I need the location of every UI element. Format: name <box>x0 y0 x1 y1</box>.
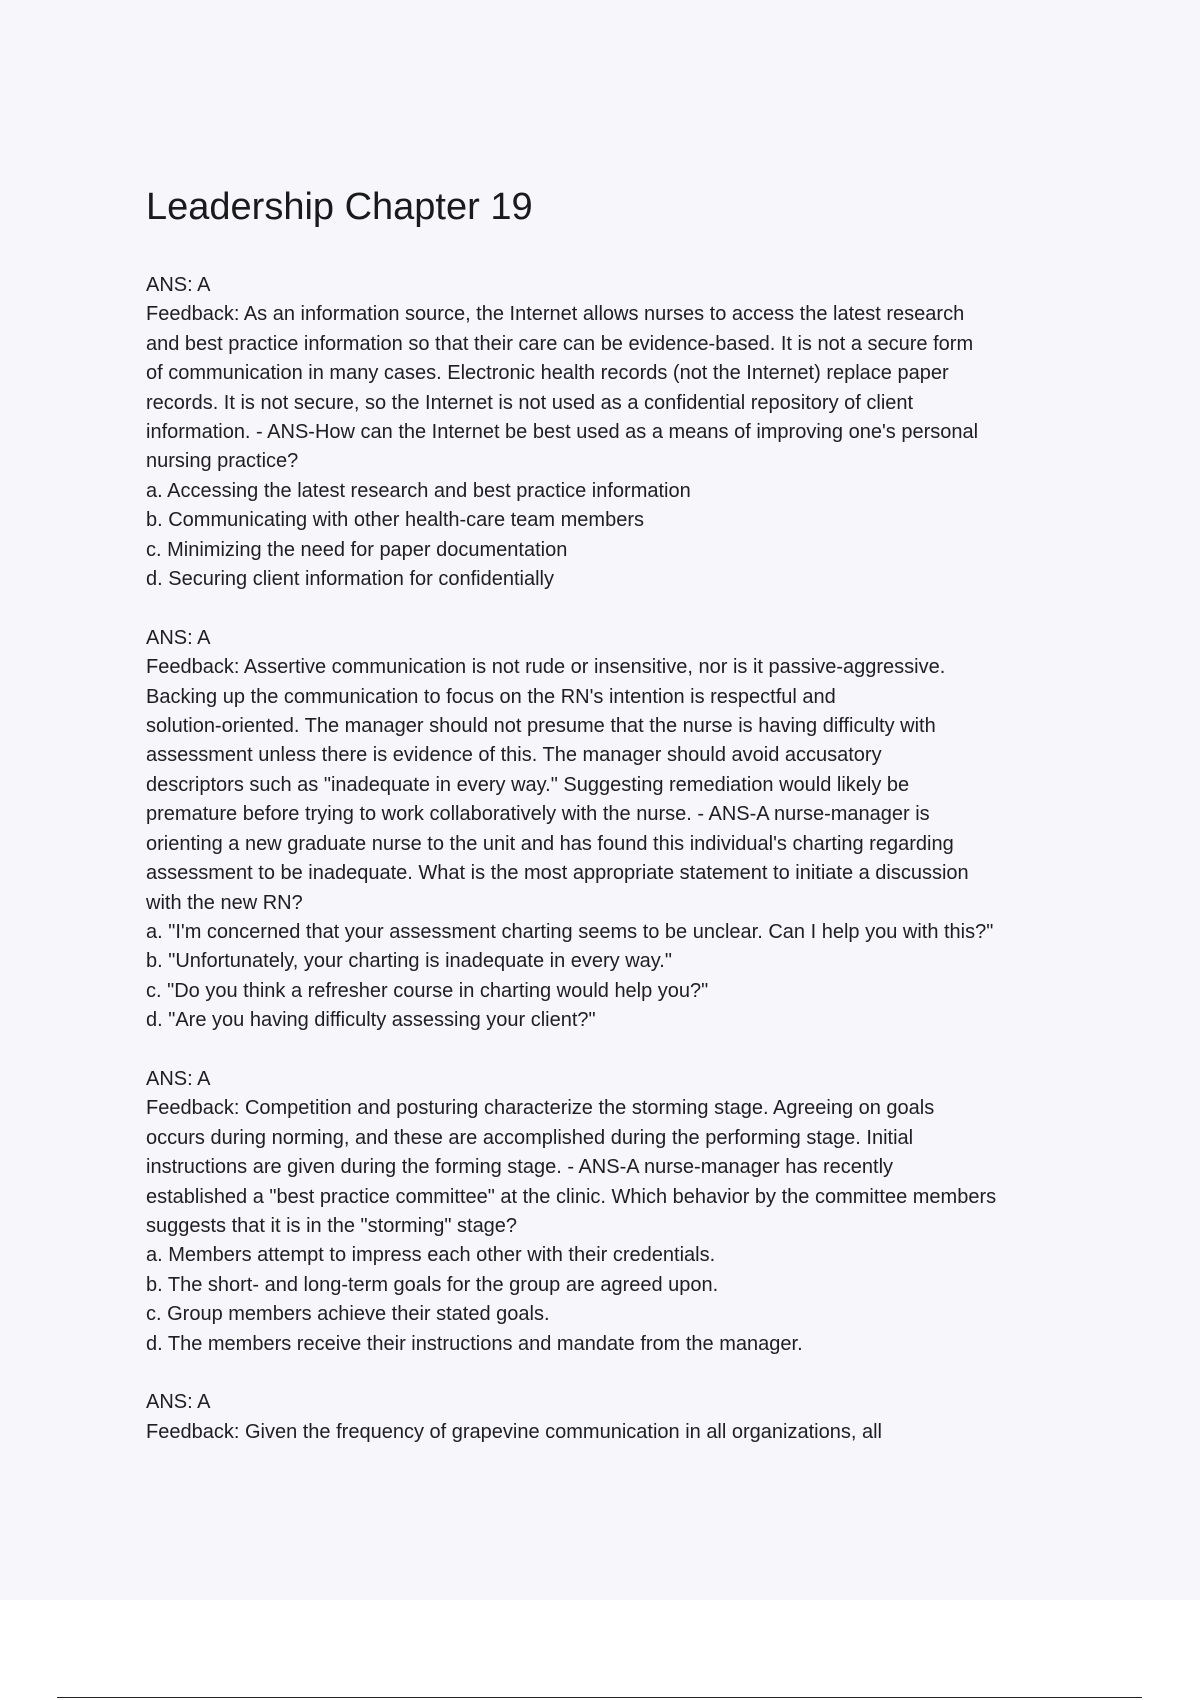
qa-block <box>146 624 1096 1036</box>
answer-key-line: ANS: A <box>146 626 211 649</box>
option-line: a. Members attempt to impress each other with their credentials. <box>146 1244 716 1267</box>
question-line: orienting a new graduate nurse to the unit and has found this individual's charting regarding <box>146 832 954 855</box>
feedback-line: Feedback: Competition and posturing characterize the storming stage. Agreeing on goals <box>146 1097 935 1120</box>
option-line: b. The short- and long-term goals for the group are agreed upon. <box>146 1273 719 1296</box>
feedback-line: descriptors such as "inadequate in every way." Suggesting remediation would likely be <box>146 773 910 796</box>
question-line: suggests that it is in the "storming" stage? <box>146 1214 518 1237</box>
document-content <box>146 181 1096 1477</box>
option-line: b. "Unfortunately, your charting is inadequate in every way." <box>146 950 672 973</box>
qa-block <box>146 1065 1096 1359</box>
question-line: nursing practice? <box>146 450 299 473</box>
option-line: c. Group members achieve their stated goals. <box>146 1303 550 1326</box>
feedback-line: and best practice information so that their care can be evidence-based. It is not a secure form <box>146 332 974 355</box>
footer-divider <box>57 1697 1142 1698</box>
option-line: a. Accessing the latest research and best practice information <box>146 479 691 502</box>
qa-block <box>146 1388 1096 1447</box>
option-line: d. "Are you having difficulty assessing your client?" <box>146 1009 596 1032</box>
answer-key-line: ANS: A <box>146 274 211 296</box>
answer-key-line: ANS: A <box>146 1067 211 1090</box>
feedback-line: Feedback: Assertive communication is not rude or insensitive, nor is it passive-aggressive. <box>146 656 946 679</box>
option-line: c. Minimizing the need for paper documentation <box>146 538 568 561</box>
feedback-line: records. It is not secure, so the Internet is not used as a confidential repository of client <box>146 391 914 414</box>
qa-block <box>146 271 1096 594</box>
feedback-line: information. - ANS-How can the Internet be best used as a means of improving one's personal <box>146 421 979 444</box>
option-line: b. Communicating with other health-care team members <box>146 509 644 532</box>
feedback-line: solution-oriented. The manager should not presume that the nurse is having difficulty with <box>146 715 936 738</box>
feedback-line: Feedback: Given the frequency of grapevine communication in all organizations, all <box>146 1420 882 1443</box>
question-line: with the new RN? <box>146 891 303 914</box>
option-line: d. Securing client information for confidentially <box>146 568 554 591</box>
feedback-line: assessment unless there is evidence of this. The manager should avoid accusatory <box>146 744 882 767</box>
feedback-line: of communication in many cases. Electronic health records (not the Internet) replace paper <box>146 362 949 385</box>
feedback-line: Feedback: As an information source, the Internet allows nurses to access the latest research <box>146 303 965 326</box>
feedback-line: Backing up the communication to focus on the RN's intention is respectful and <box>146 685 836 708</box>
feedback-line: occurs during norming, and these are accomplished during the performing stage. Initial <box>146 1126 914 1149</box>
option-line: a. "I'm concerned that your assessment charting seems to be unclear. Can I help you with this?" <box>146 920 994 943</box>
feedback-line: premature before trying to work collaboratively with the nurse. - ANS-A nurse-manager is <box>146 803 930 826</box>
document-title: Leadership Chapter 19 <box>146 186 533 228</box>
option-line: c. "Do you think a refresher course in charting would help you?" <box>146 979 709 1002</box>
feedback-line: instructions are given during the forming stage. - ANS-A nurse-manager has recently <box>146 1156 894 1179</box>
option-line: d. The members receive their instructions and mandate from the manager. <box>146 1332 803 1355</box>
question-line: established a "best practice committee" at the clinic. Which behavior by the committee members <box>146 1185 997 1208</box>
question-line: assessment to be inadequate. What is the most appropriate statement to initiate a discussion <box>146 862 969 885</box>
answer-key-line: ANS: A <box>146 1391 211 1414</box>
